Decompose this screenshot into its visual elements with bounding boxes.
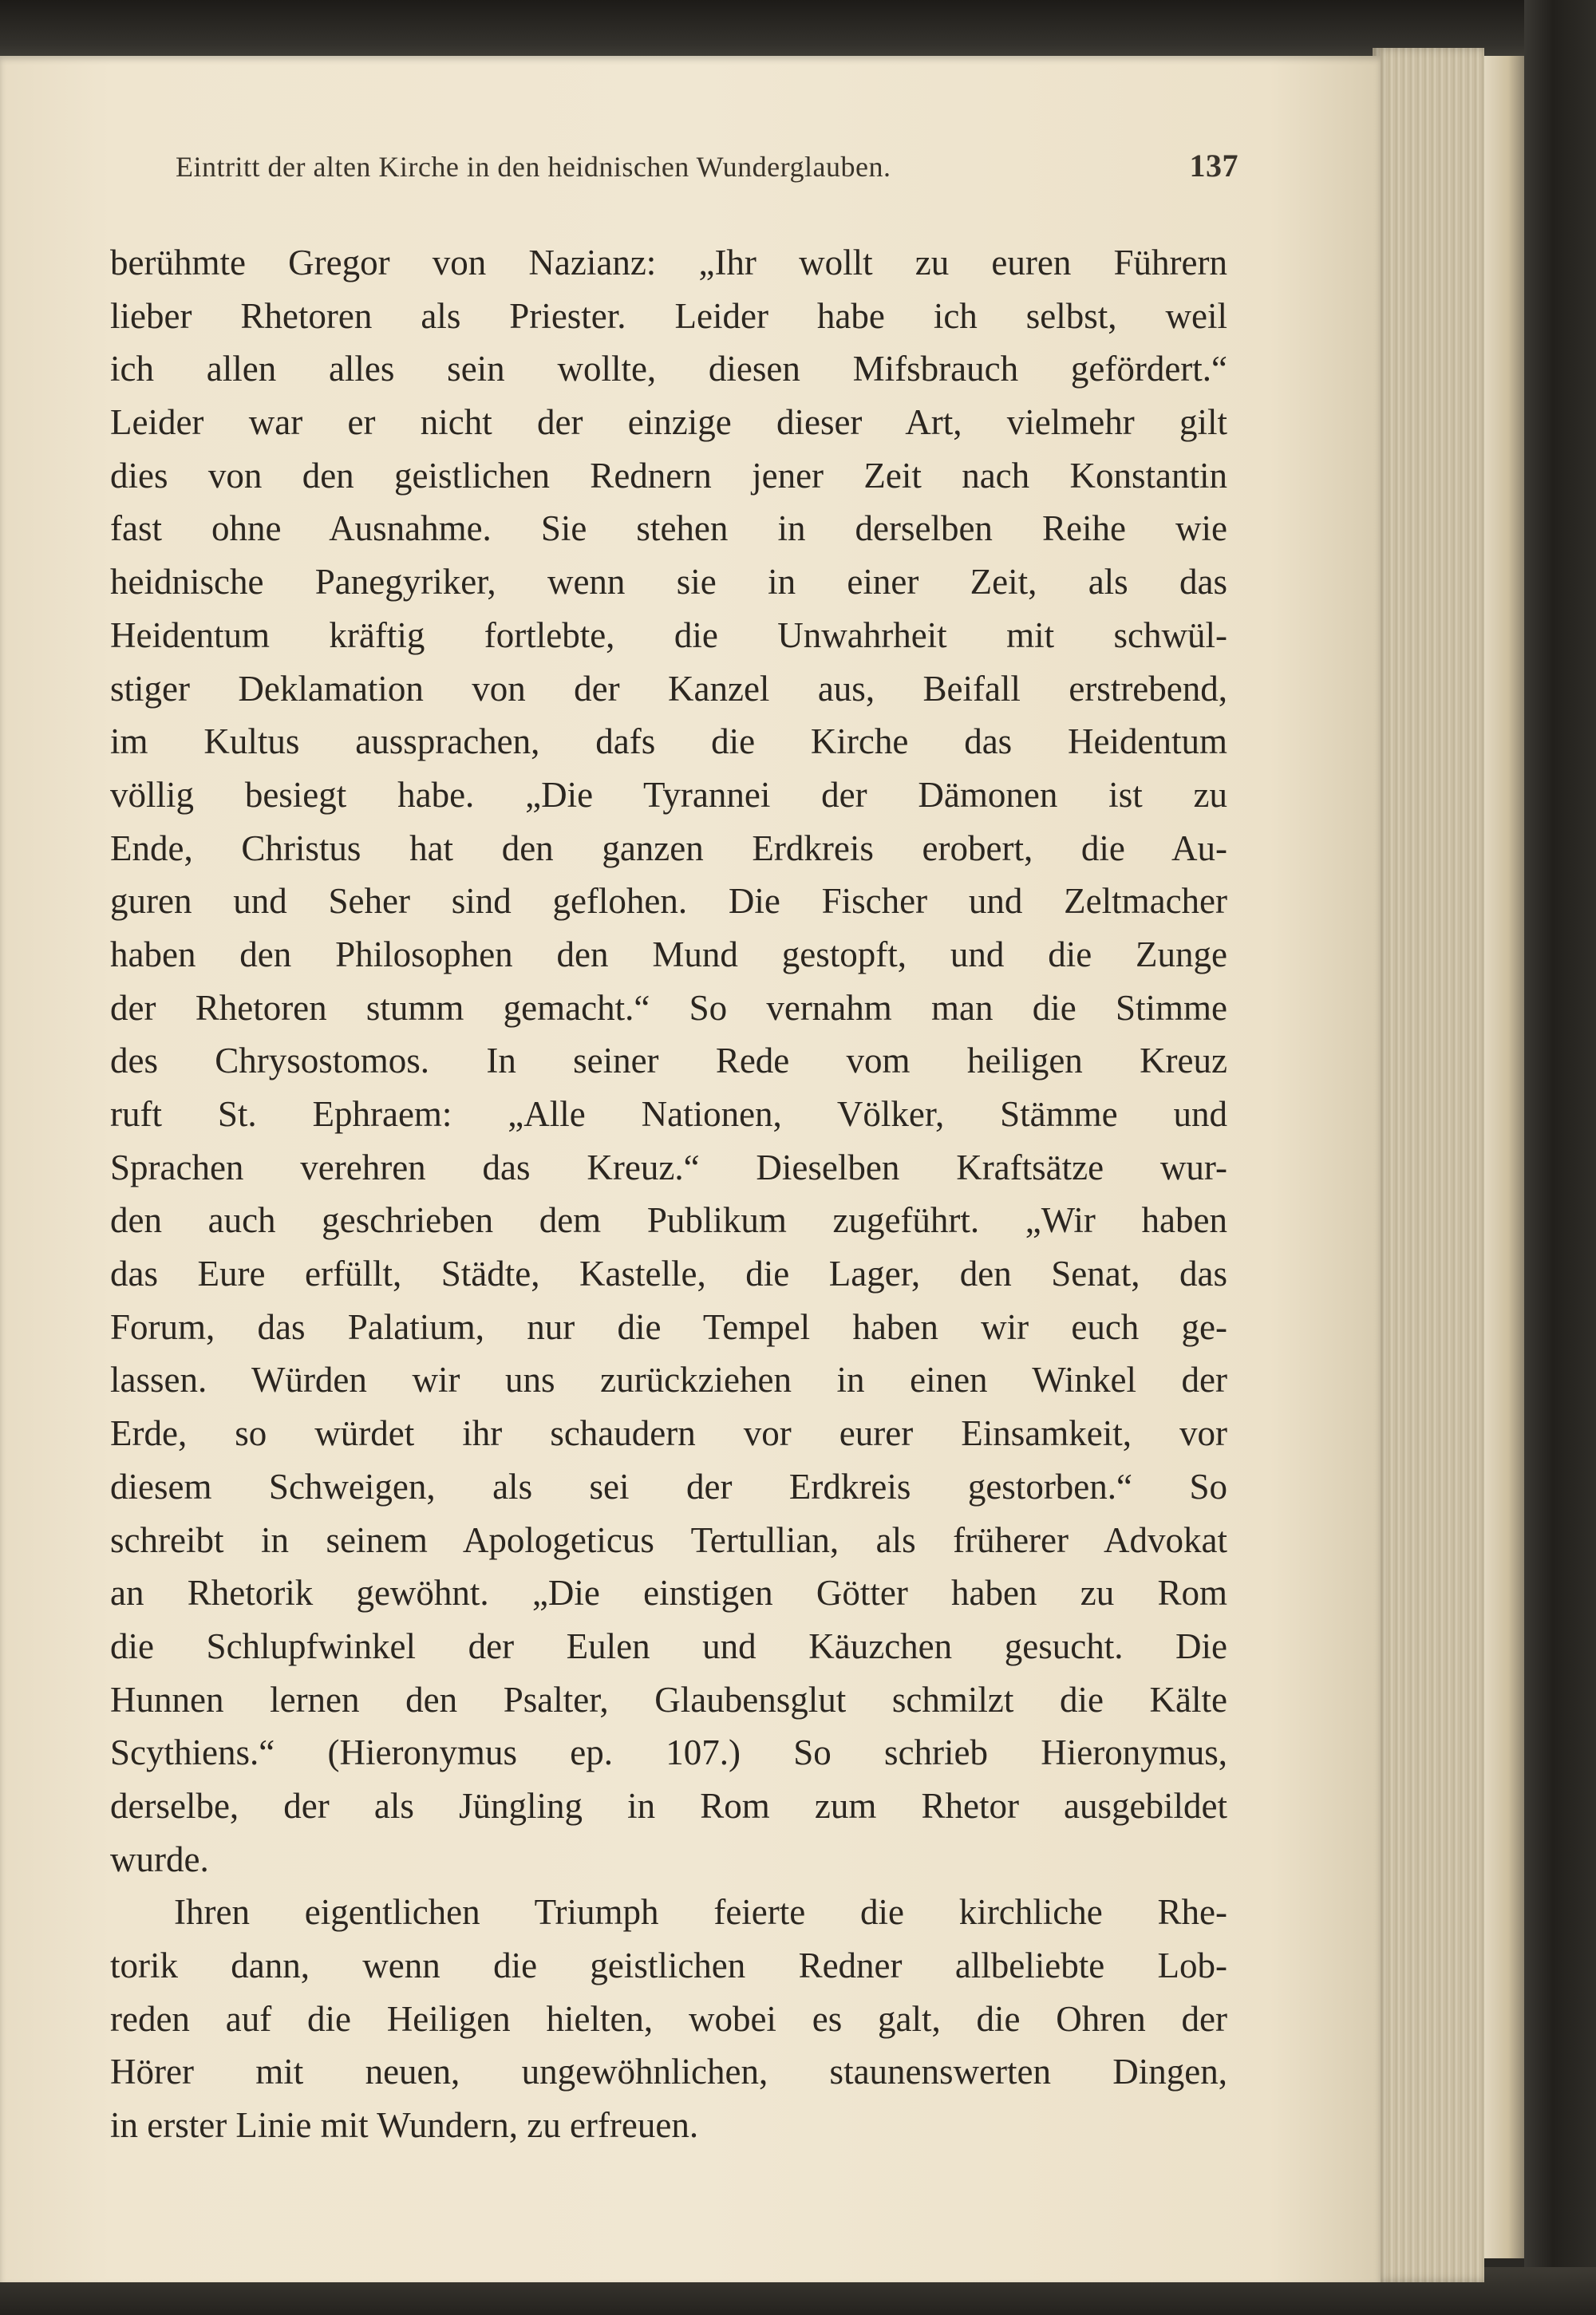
running-head-title: Eintritt der alten Kirche in den heidnischen Wunderglauben. [176, 151, 891, 183]
text-line: torik dann, wenn die geistlichen Redner allbeliebte Lob- [110, 1946, 1227, 1985]
text-line: diesem Schweigen, als sei der Erdkreis gestorben.“ So [110, 1466, 1227, 1507]
page-edges [1373, 48, 1484, 2282]
book-cover-right [1524, 0, 1596, 2315]
running-head [110, 148, 1238, 198]
text-line: Scythiens.“ (Hieronymus ep. 107.) So schrieb Hieronymus, [110, 1732, 1227, 1773]
page-number: 137 [1189, 148, 1238, 184]
page-edges-outer [1484, 56, 1524, 2258]
text-line: Ihren eigentlichen Triumph feierte die kirchliche Rhe- [174, 1892, 1227, 1933]
text-line: fast ohne Ausnahme. Sie stehen in derselben Reihe wie [110, 508, 1227, 549]
text-line: Hunnen lernen den Psalter, Glaubensglut schmilzt die Kälte [110, 1679, 1227, 1720]
text-line: derselbe, der als Jüngling in Rom zum Rhetor ausgebildet [110, 1785, 1227, 1826]
text-line: an Rhetorik gewöhnt. „Die einstigen Götter haben zu Rom [110, 1573, 1227, 1614]
text-line: ruft St. Ephraem: „Alle Nationen, Völker, Stämme und [110, 1094, 1227, 1134]
text-line: im Kultus aussprachen, dafs die Kirche das Heidentum [110, 721, 1227, 762]
text-line: Erde, so würdet ihr schaudern vor eurer Einsamkeit, vor [110, 1413, 1227, 1454]
book-cover-top [0, 0, 1596, 64]
text-line: lassen. Würden wir uns zurückziehen in einen Winkel der [110, 1360, 1227, 1400]
text-line: den auch geschrieben dem Publikum zugeführt. „Wir haben [110, 1200, 1227, 1241]
text-line: schreibt in seinem Apologeticus Tertullian, als früherer Advokat [110, 1519, 1227, 1560]
text-line: Heidentum kräftig fortlebte, die Unwahrheit mit schwül- [110, 614, 1227, 655]
text-line: in erster Linie mit Wundern, zu erfreuen. [110, 2105, 699, 2146]
paragraph-1 [110, 236, 1227, 1886]
text-line: Leider war er nicht der einzige dieser Art, vielmehr gilt [110, 402, 1227, 443]
text-line: reden auf die Heiligen hielten, wobei es galt, die Ohren der [110, 1998, 1227, 2039]
book-page [0, 56, 1381, 2282]
text-line: wurde. [110, 1839, 209, 1879]
text-line: Forum, das Palatium, nur die Tempel haben wir euch ge- [110, 1306, 1227, 1347]
body-text [110, 236, 1227, 2152]
text-line: haben den Philosophen den Mund gestopft, und die Zunge [110, 934, 1227, 974]
text-line: Hörer mit neuen, ungewöhnlichen, staunenswerten Dingen, [110, 2052, 1227, 2092]
text-line: Ende, Christus hat den ganzen Erdkreis erobert, die Au- [110, 828, 1227, 868]
page-content [110, 148, 1238, 2152]
text-line: berühmte Gregor von Nazianz: „Ihr wollt zu euren Führern [110, 243, 1227, 282]
text-line: dies von den geistlichen Rednern jener Zeit nach Konstantin [110, 455, 1227, 496]
text-line: der Rhetoren stumm gemacht.“ So vernahm man die Stimme [110, 987, 1227, 1028]
text-line: Sprachen verehren das Kreuz.“ Dieselben Kraftsätze wur- [110, 1147, 1227, 1187]
text-line: lieber Rhetoren als Priester. Leider habe ich selbst, weil [110, 295, 1227, 336]
text-line: heidnische Panegyriker, wenn sie in einer Zeit, als das [110, 562, 1227, 602]
text-line: völlig besiegt habe. „Die Tyrannei der Dämonen ist zu [110, 774, 1227, 815]
text-line: des Chrysostomos. In seiner Rede vom heiligen Kreuz [110, 1041, 1227, 1081]
text-line: stiger Deklamation von der Kanzel aus, Beifall erstrebend, [110, 668, 1227, 709]
text-line: ich allen alles sein wollte, diesen Mifsbrauch gefördert.“ [110, 349, 1227, 389]
paragraph-2 [110, 1886, 1227, 2151]
text-line: das Eure erfüllt, Städte, Kastelle, die Lager, den Senat, das [110, 1254, 1227, 1294]
text-line: die Schlupfwinkel der Eulen und Käuzchen gesucht. Die [110, 1626, 1227, 1666]
text-line: guren und Seher sind geflohen. Die Fischer und Zeltmacher [110, 881, 1227, 922]
